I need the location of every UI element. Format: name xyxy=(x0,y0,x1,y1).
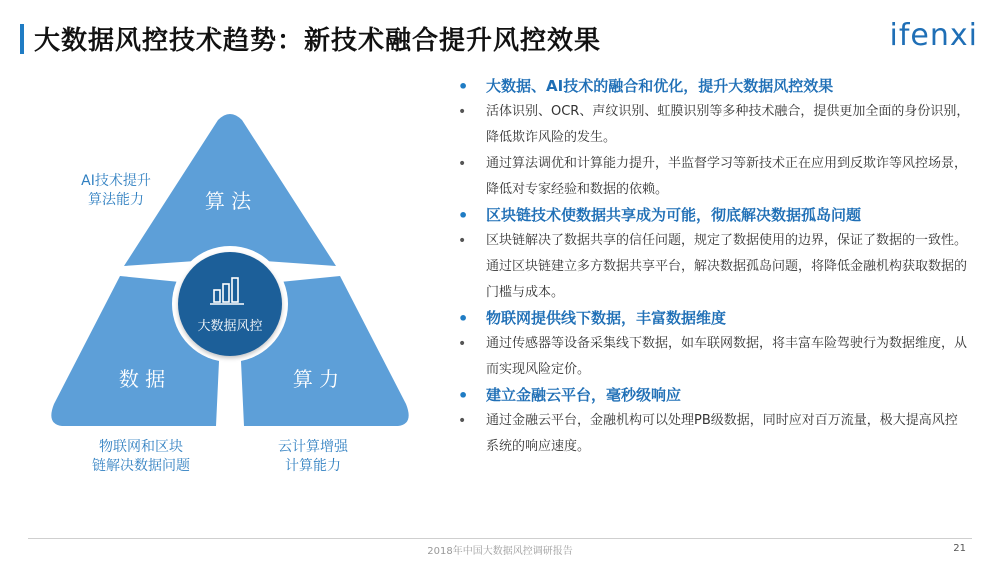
bullet-text: 物联网提供线下数据，丰富数据维度 xyxy=(486,309,727,327)
tech-triangle-diagram xyxy=(40,108,420,438)
bullet-text: 区块链解决了数据共享的信任问题，规定了数据使用的边界，保证了数据的一致性。通过区块链建立多方数据共享平台，解决数据孤岛问题，将降低金融机构获取数据的门槛与成本。 xyxy=(486,233,968,300)
footer-divider xyxy=(28,538,972,539)
bullet-body xyxy=(450,99,970,151)
bullet-heading xyxy=(450,306,970,331)
bullet-dot-icon: • xyxy=(458,233,467,249)
caption-line: 物联网和区块 xyxy=(99,439,183,455)
center-label: 大数据风控 xyxy=(197,319,263,334)
segment-label-bottom-right: 算 力 xyxy=(292,367,340,391)
bullet-heading xyxy=(450,203,970,228)
page-number: 21 xyxy=(953,543,966,554)
bullet-dot-icon: • xyxy=(458,104,467,120)
bullet-dot-icon: • xyxy=(458,309,469,328)
triangle-svg xyxy=(40,108,420,438)
bullet-body xyxy=(450,408,970,460)
bullet-heading xyxy=(450,383,970,408)
bullet-heading xyxy=(450,74,970,99)
caption-iot-blockchain xyxy=(76,438,206,476)
bullet-dot-icon: • xyxy=(458,336,467,352)
caption-line: 计算能力 xyxy=(285,458,341,474)
bullet-dot-icon: • xyxy=(458,413,467,429)
caption-cloud-computing xyxy=(258,438,368,476)
bullet-body xyxy=(450,228,970,306)
bullet-text: 通过传感器等设备采集线下数据，如车联网数据，将丰富车险驾驶行为数据维度，从而实现风险定价。 xyxy=(486,336,968,377)
bullet-body xyxy=(450,151,970,203)
bullet-text: 活体识别、OCR、声纹识别、虹膜识别等多种技术融合，提供更加全面的身份识别，降低欺诈风险的发生。 xyxy=(486,104,970,145)
bullet-dot-icon: • xyxy=(458,386,469,405)
bullet-dot-icon: • xyxy=(458,77,469,96)
bullet-dot-icon: • xyxy=(458,206,469,225)
caption-line: 云计算增强 xyxy=(278,439,348,455)
bullet-body xyxy=(450,331,970,383)
footer-source: 2018年中国大数据风控调研报告 xyxy=(427,546,573,557)
title-accent-bar xyxy=(20,24,24,54)
bullet-text: 通过金融云平台，金融机构可以处理PB级数据，同时应对百万流量，极大提高风控系统的响应速度。 xyxy=(486,413,958,454)
ifenxi-logo: ifenxi xyxy=(889,18,978,53)
bullet-text: 大数据、AI技术的融合和优化，提升大数据风控效果 xyxy=(486,77,834,95)
page-title: 大数据风控技术趋势：新技术融合提升风控效果 xyxy=(34,26,602,56)
bullet-list xyxy=(450,74,970,460)
caption-line: 算法能力 xyxy=(88,192,144,208)
bullet-text: 建立金融云平台，毫秒级响应 xyxy=(486,386,682,404)
segment-label-bottom-left: 数 据 xyxy=(118,367,166,391)
caption-line: AI技术提升 xyxy=(81,173,151,189)
segment-label-top: 算 法 xyxy=(204,189,252,213)
caption-line: 链解决数据问题 xyxy=(92,458,190,474)
bullet-dot-icon: • xyxy=(458,156,467,172)
caption-ai-algorithm xyxy=(66,172,166,210)
bullet-text: 区块链技术使数据共享成为可能，彻底解决数据孤岛问题 xyxy=(486,206,862,224)
bullet-text: 通过算法调优和计算能力提升，半监督学习等新技术正在应用到反欺诈等风控场景，降低对专家经验和数据的依赖。 xyxy=(486,156,968,197)
